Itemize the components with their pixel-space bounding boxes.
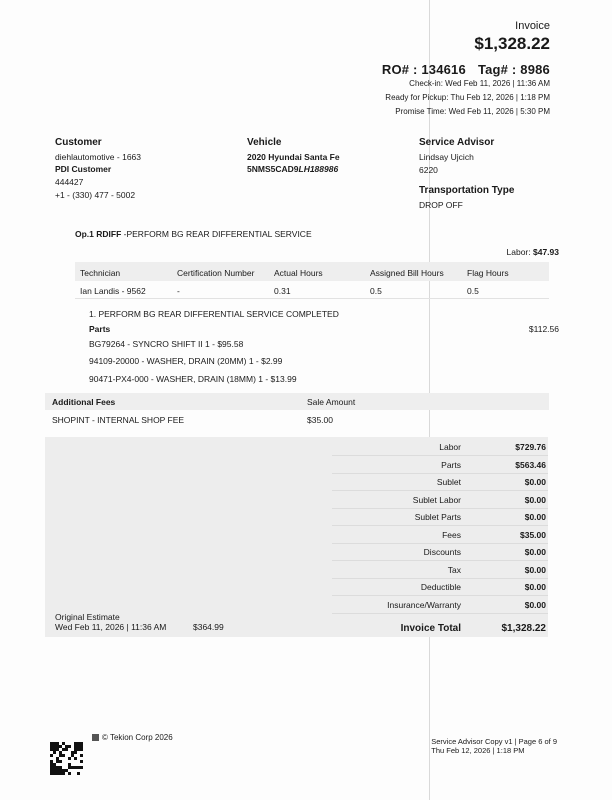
cell-technician: Ian Landis - 9562 <box>80 286 146 296</box>
fees-header-amount: Sale Amount <box>307 397 356 407</box>
promise-time: Promise Time: Wed Feb 11, 2026 | 5:30 PM <box>395 107 550 116</box>
cell-actual-hours: 0.31 <box>274 286 291 296</box>
total-value-sublet-labor: $0.00 <box>524 494 546 505</box>
total-label-sublet-parts: Sublet Parts <box>414 512 461 522</box>
col-certification: Certification Number <box>177 268 255 278</box>
customer-block <box>55 137 141 201</box>
row-divider <box>75 298 549 299</box>
invoice-total-value: $1,328.22 <box>501 623 546 634</box>
total-label-deductible: Deductible <box>420 582 461 592</box>
operation-title <box>75 229 312 239</box>
vehicle-model: 2020 Hyundai Santa Fe <box>247 152 340 162</box>
vehicle-block <box>247 137 340 175</box>
total-value-sublet: $0.00 <box>524 477 546 487</box>
printed-date: Thu Feb 12, 2026 | 1:18 PM <box>431 746 525 755</box>
customer-label: Customer <box>55 137 102 148</box>
totals-panel <box>45 437 548 637</box>
fee-name: SHOPINT - INTERNAL SHOP FEE <box>52 415 185 425</box>
total-value-deductible: $0.00 <box>524 582 546 592</box>
col-assigned-hours: Assigned Bill Hours <box>370 268 444 278</box>
total-row-divider <box>332 525 548 526</box>
fees-header-row <box>45 393 549 410</box>
operation-desc: -PERFORM BG REAR DIFFERENTIAL SERVICE <box>121 229 312 239</box>
total-row-divider <box>332 508 548 509</box>
total-label-parts: Parts <box>441 459 461 470</box>
part-line: BG79264 - SYNCRO SHIFT II 1 - $95.58 <box>89 339 244 349</box>
total-row-divider <box>332 595 548 596</box>
advisor-id: 6220 <box>419 165 438 175</box>
total-value-discounts: $0.00 <box>524 547 546 557</box>
total-row-divider <box>332 490 548 491</box>
original-estimate-label: Original Estimate <box>55 612 120 622</box>
total-label-insurance-warranty: Insurance/Warranty <box>387 599 461 610</box>
total-value-labor: $729.76 <box>515 442 546 452</box>
qr-code <box>50 742 83 775</box>
labor-value: $47.93 <box>533 247 559 257</box>
part-line: 90471-PX4-000 - WASHER, DRAIN (18MM) 1 - $13.99 <box>89 374 297 384</box>
customer-type: PDI Customer <box>55 164 112 174</box>
tag-number: Tag# : 8986 <box>477 62 550 77</box>
vin-suffix: LH188986 <box>298 164 339 174</box>
footer-copyright <box>92 733 173 742</box>
operation-labor <box>507 247 559 257</box>
cell-flag-hours: 0.5 <box>467 286 479 296</box>
total-label-sublet-labor: Sublet Labor <box>412 494 461 505</box>
ro-number: RO# : 134616 <box>381 62 466 77</box>
total-label-labor: Labor <box>439 442 461 452</box>
total-label-fees: Fees <box>442 529 461 540</box>
total-label-discounts: Discounts <box>423 547 461 557</box>
customer-id: 444427 <box>55 177 84 187</box>
tekion-logo-icon <box>92 734 99 741</box>
total-label-tax: Tax <box>447 564 461 575</box>
vin-prefix: 5NMS5CAD9 <box>247 164 299 174</box>
total-value-sublet-parts: $0.00 <box>524 512 546 522</box>
total-label-sublet: Sublet <box>436 477 461 487</box>
cell-certification: - <box>177 286 180 296</box>
total-row-divider <box>332 473 548 474</box>
total-row-divider <box>332 578 548 579</box>
col-technician: Technician <box>80 268 121 278</box>
vehicle-vin <box>247 163 340 175</box>
customer-name: diehlautomotive - 1663 <box>55 152 142 162</box>
customer-phone: +1 - (330) 477 - 5002 <box>55 190 136 200</box>
fee-amount: $35.00 <box>307 415 333 425</box>
parts-label: Parts <box>89 324 111 334</box>
total-row-divider <box>332 455 548 456</box>
col-actual-hours: Actual Hours <box>274 268 323 278</box>
ready-time: Ready for Pickup: Thu Feb 12, 2026 | 1:18 PM <box>385 93 550 102</box>
advisor-label: Service Advisor <box>419 137 495 148</box>
invoice-total-label: Invoice Total <box>400 623 461 634</box>
part-line: 94109-20000 - WASHER, DRAIN (20MM) 1 - $2.99 <box>89 356 283 366</box>
transport-value: DROP OFF <box>419 200 463 210</box>
original-estimate-amount: $364.99 <box>193 622 224 632</box>
invoice-title: Invoice <box>515 20 550 32</box>
operation-code: Op.1 RDIFF <box>75 229 122 239</box>
labor-label: Labor: <box>506 247 531 257</box>
parts-total: $112.56 <box>528 324 559 334</box>
invoice-total-amount: $1,328.22 <box>474 34 550 53</box>
col-flag-hours: Flag Hours <box>467 268 509 278</box>
advisor-block <box>419 137 514 211</box>
invoice-header <box>474 20 550 54</box>
total-value-parts: $563.46 <box>515 459 546 470</box>
ro-tag-line <box>370 62 550 77</box>
vehicle-label: Vehicle <box>247 137 282 148</box>
total-value-fees: $35.00 <box>520 529 546 540</box>
cell-assigned-hours: 0.5 <box>370 286 382 296</box>
checkin-time: Check-in: Wed Feb 11, 2026 | 11:36 AM <box>409 79 550 88</box>
total-row-divider <box>332 560 548 561</box>
total-row-divider <box>332 613 548 614</box>
total-value-insurance-warranty: $0.00 <box>524 599 546 610</box>
copyright-text: © Tekion Corp 2026 <box>102 733 173 742</box>
footer-right <box>431 737 557 755</box>
original-estimate-date: Wed Feb 11, 2026 | 11:36 AM <box>55 622 167 632</box>
copy-info: Service Advisor Copy v1 | Page 6 of 9 <box>431 737 557 746</box>
total-value-tax: $0.00 <box>524 564 546 575</box>
transport-label: Transportation Type <box>419 185 515 196</box>
total-row-divider <box>332 543 548 544</box>
story-line: 1. PERFORM BG REAR DIFFERENTIAL SERVICE COMPLETED <box>89 309 339 319</box>
fees-header-fee: Additional Fees <box>52 397 116 407</box>
advisor-name: Lindsay Ujcich <box>419 152 474 162</box>
